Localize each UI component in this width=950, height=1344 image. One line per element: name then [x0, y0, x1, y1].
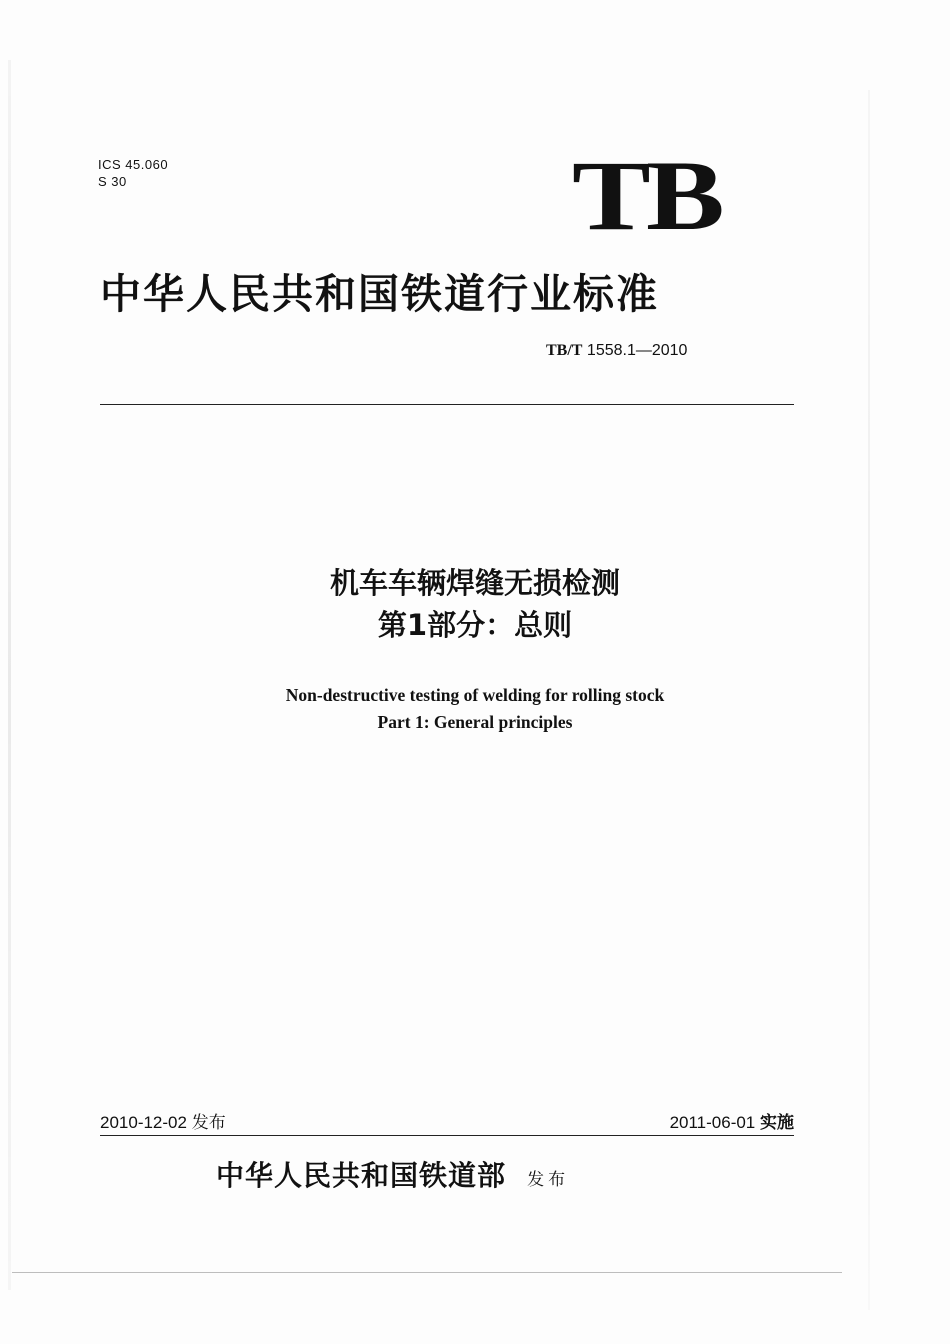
effective-date [562, 1112, 794, 1134]
ics-code: ICS 45.060 [98, 157, 169, 172]
class-code: S 30 [98, 174, 127, 189]
issuer-name: 中华人民共和国铁道部 [216, 1159, 507, 1192]
chinese-title-line-1: 机车车辆焊缝无损检测 [329, 566, 620, 600]
english-title-line-2: Part 1: General principles [377, 712, 573, 732]
footer-divider [100, 1135, 794, 1136]
issuer-line [216, 1156, 569, 1200]
chinese-title [150, 562, 800, 646]
scan-edge-bottom [12, 1272, 842, 1273]
scan-edge-right [868, 90, 870, 1310]
issue-date-value: 2010-12-02 [100, 1113, 187, 1132]
issue-date [100, 1112, 226, 1134]
standard-number-prefix: TB/T [546, 342, 583, 359]
standard-number-value: 1558.1—2010 [586, 342, 688, 359]
standard-number [546, 341, 687, 361]
scan-edge-left [8, 60, 11, 1290]
classification-codes [98, 156, 168, 190]
english-title-line-1: Non-destructive testing of welding for rolling stock [285, 685, 665, 705]
standard-title: 中华人民共和国铁道行业标准 [100, 270, 659, 318]
english-title [150, 682, 800, 736]
issuer-action: 发布 [527, 1170, 570, 1190]
chinese-title-line-2: 第1部分：总则 [377, 608, 573, 642]
effective-date-label: 实施 [760, 1113, 794, 1132]
effective-date-value: 2011-06-01 [669, 1113, 756, 1132]
issue-date-label: 发布 [191, 1113, 226, 1132]
tb-logo: TB [572, 140, 720, 251]
header-divider [100, 404, 794, 405]
